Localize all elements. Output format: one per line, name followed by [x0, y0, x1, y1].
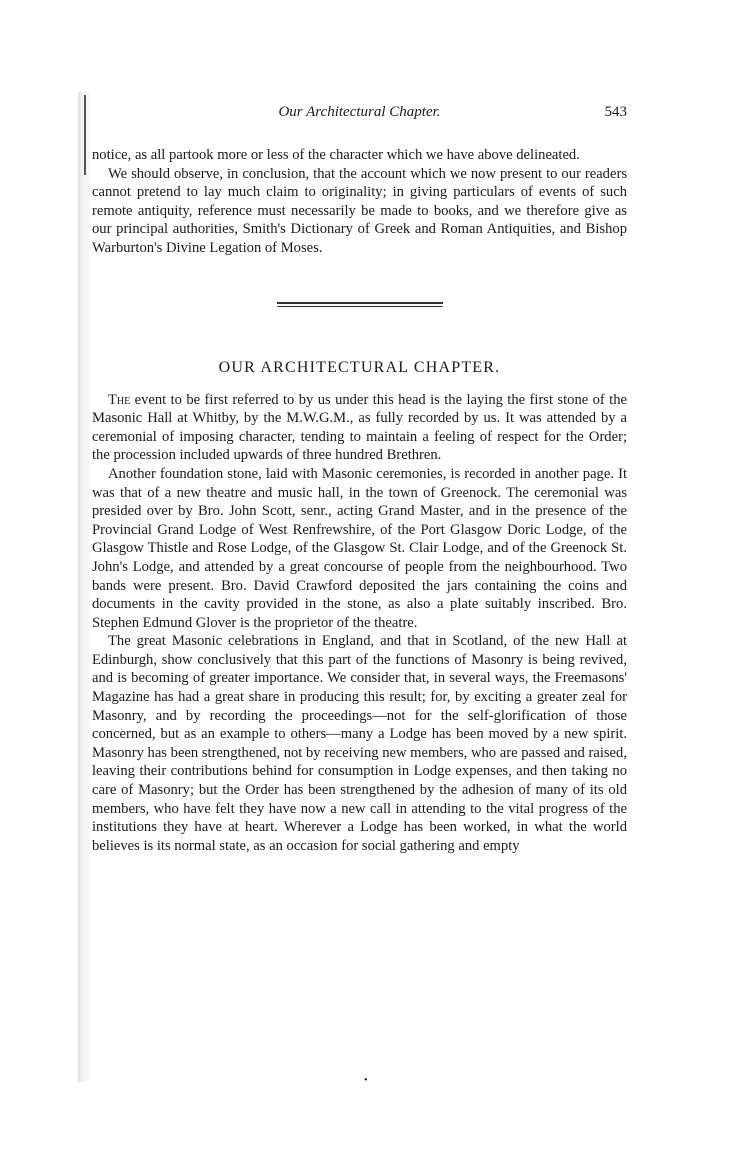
- intro-paragraph-1: notice, as all partook more or less of the character which we have above delineated.: [92, 147, 580, 163]
- intro-text: [92, 146, 627, 258]
- lead-word: The: [108, 391, 131, 408]
- divider-rule-top: [277, 302, 443, 304]
- intro-paragraph-2: We should observe, in conclusion, that the account which we now present to our readers cannot pretend to lay much claim to originality; in giving particulars of events of such remote antiquity, reference must necessarily be made to books, and we therefore give as our principal authorities, Smith's Dictionary of Greek and Roman Antiquities, and Bishop Warburton's Divine Legation of Moses.: [92, 165, 627, 256]
- page-content: [92, 104, 627, 855]
- running-header: [92, 104, 627, 126]
- divider-rule-bottom: [277, 306, 443, 307]
- binding-gutter: [78, 92, 90, 1082]
- page-number: 543: [604, 104, 627, 120]
- body-paragraph-2: Another foundation stone, laid with Masonic ceremonies, is recorded in another page. It was that of a new theatre and music hall, in the town of Greenock. The ceremonial was presided over by Bro. John Scott, senr., acting Grand Master, and in the presence of the Provincial Grand Lodge of West Renfrewshire, of the Port Glasgow Doric Lodge, of the Glasgow Thistle and Rose Lodge, of the Glasgow St. Clair Lodge, and of the Greenock St. John's Lodge, and attended by a great concourse of people from the neighbourhood. Two bands were present. Bro. David Crawford deposited the jars containing the coins and documents in the cavity provided in the stone, as also a plate suitably inscribed. Bro. Stephen Edmund Glover is the proprietor of the theatre.: [92, 465, 627, 631]
- section-body: [92, 391, 627, 856]
- section-title: OUR ARCHITECTURAL CHAPTER.: [218, 358, 501, 376]
- body-paragraph-1: [92, 391, 627, 465]
- section-divider: [277, 302, 443, 307]
- running-title: Our Architectural Chapter.: [278, 104, 441, 120]
- binding-edge-line: [84, 95, 86, 175]
- body-paragraph-3: The great Masonic celebrations in England, and that in Scotland, of the new Hall at Edinburgh, show conclusively that this part of the functions of Masonry is being revived, and is becoming of greater importance. We consider that, in several ways, the Freemasons' Magazine has had a great share in producing this result; for, by exciting a greater zeal for Masonry, and by recording the proceedings—not for the self-glorification of those concerned, but as an example to others—many a Lodge has been moved by a new spirit. Masonry has been strengthened, not by receiving new members, who are passed and raised, leaving their contributions behind for consumption in Lodge expenses, and then taking no care of Masonry; but the Order has been strengthened by the adhesion of many of its old members, who have felt they have now a new call in attending to the vital progress of the institutions they have at heart. Wherever a Lodge has been worked, in what the world believes is its normal state, as an occasion for social gathering and empty: [92, 633, 627, 854]
- body-paragraph-1-text: event to be first referred to by us under this head is the laying the first stone of the Masonic Hall at Whitby, by the M.W.G.M., as fully recorded by us. It was attended by a ceremonial of imposing character, tending to maintain a feeling of respect for the Order; the procession included upwards of three hundred Brethren.: [92, 391, 627, 464]
- footer-mark: •: [364, 1075, 368, 1086]
